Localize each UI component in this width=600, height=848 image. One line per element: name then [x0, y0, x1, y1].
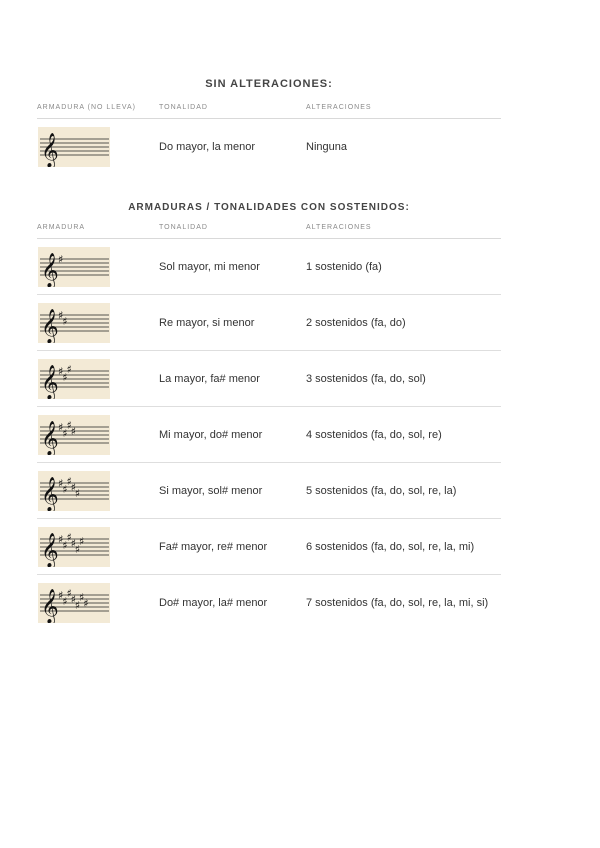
alteraciones-cell: 3 sostenidos (fa, do, sol) [306, 372, 426, 385]
treble-clef-icon: 𝄞 [41, 588, 59, 623]
sharp-icon: ♯ [58, 308, 64, 322]
table-row [37, 575, 501, 630]
table-row [37, 351, 501, 407]
sharp-icon: ♯ [74, 486, 81, 500]
tonalidad-cell: Re mayor, si menor [159, 316, 255, 329]
table-row [37, 519, 501, 575]
sharp-icon: ♯ [62, 538, 68, 552]
table-row [37, 119, 501, 174]
sharp-icon: ♯ [83, 596, 89, 610]
alteraciones-cell: 2 sostenidos (fa, do) [306, 316, 406, 329]
tonalidad-cell: La mayor, fa# menor [159, 372, 260, 385]
table-row [37, 463, 501, 519]
key-signature-staff [38, 415, 110, 455]
header-tonalidad: TONALIDAD [159, 224, 208, 231]
header-alteraciones: ALTERACIONES [306, 224, 372, 231]
sharp-icon: ♯ [79, 590, 85, 604]
table-body [37, 239, 501, 630]
section-title: SIN ALTERACIONES: [205, 78, 333, 90]
key-signature-staff [38, 303, 110, 343]
sharp-icon: ♯ [66, 474, 72, 488]
treble-clef-icon: 𝄞 [41, 364, 59, 399]
sharp-icon: ♯ [66, 362, 72, 376]
section-con-sostenidos [37, 202, 501, 630]
tonalidad-cell: Mi mayor, do# menor [159, 428, 263, 441]
sharp-icon: ♯ [62, 594, 68, 608]
table-header [37, 222, 501, 239]
key-signature-staff [38, 247, 110, 287]
sharp-icon: ♯ [70, 480, 76, 494]
treble-clef-icon: 𝄞 [41, 308, 59, 343]
sharp-icon: ♯ [62, 314, 68, 328]
sharp-icon: ♯ [62, 482, 68, 496]
sharp-icon: ♯ [70, 592, 76, 606]
sharp-icon: ♯ [74, 542, 81, 556]
tonalidad-cell: Do mayor, la menor [159, 140, 255, 153]
tonalidad-cell: Sol mayor, mi menor [159, 260, 260, 273]
header-armadura: ARMADURA (NO LLEVA) [37, 104, 136, 111]
sharp-icon: ♯ [58, 364, 64, 378]
tonalidad-cell: Do# mayor, la# menor [159, 596, 268, 609]
header-armadura: ARMADURA [37, 224, 86, 231]
treble-clef-icon: 𝄞 [41, 132, 59, 167]
header-tonalidad: TONALIDAD [159, 104, 208, 111]
alteraciones-cell: 6 sostenidos (fa, do, sol, re, la, mi) [306, 540, 475, 553]
key-signature-staff [38, 127, 110, 167]
sharp-icon: ♯ [58, 476, 64, 490]
alteraciones-cell: 5 sostenidos (fa, do, sol, re, la) [306, 484, 457, 497]
key-signature-staff [38, 583, 110, 623]
sharp-icon: ♯ [58, 588, 64, 602]
section-title: ARMADURAS / TONALIDADES CON SOSTENIDOS: [128, 202, 410, 213]
section-sin-alteraciones [37, 78, 501, 174]
sharp-icon: ♯ [66, 586, 72, 600]
sharp-icon: ♯ [62, 370, 68, 384]
sharp-icon: ♯ [74, 598, 81, 612]
table-header [37, 102, 501, 119]
sharp-icon: ♯ [62, 426, 68, 440]
table-row [37, 295, 501, 351]
alteraciones-cell: 4 sostenidos (fa, do, sol, re) [306, 428, 442, 441]
treble-clef-icon: 𝄞 [41, 420, 59, 455]
sharp-icon: ♯ [66, 418, 72, 432]
alteraciones-cell: Ninguna [306, 140, 347, 153]
tonalidad-cell: Fa# mayor, re# menor [159, 540, 268, 553]
treble-clef-icon: 𝄞 [41, 476, 59, 511]
table-row [37, 239, 501, 295]
sharp-icon: ♯ [58, 532, 64, 546]
table-body [37, 119, 501, 174]
treble-clef-icon: 𝄞 [41, 532, 59, 567]
alteraciones-cell: 1 sostenido (fa) [306, 260, 382, 273]
sharp-icon: ♯ [79, 534, 85, 548]
table-row [37, 407, 501, 463]
sharp-icon: ♯ [58, 252, 64, 266]
sharp-icon: ♯ [66, 530, 72, 544]
sharp-icon: ♯ [58, 420, 64, 434]
sharp-icon: ♯ [70, 536, 76, 550]
key-signature-staff [38, 527, 110, 567]
header-alteraciones: ALTERACIONES [306, 104, 372, 111]
treble-clef-icon: 𝄞 [41, 252, 59, 287]
tonalidad-cell: Si mayor, sol# menor [159, 484, 263, 497]
alteraciones-cell: 7 sostenidos (fa, do, sol, re, la, mi, si) [306, 596, 489, 609]
key-signature-staff [38, 359, 110, 399]
sharp-icon: ♯ [70, 424, 76, 438]
key-signature-staff [38, 471, 110, 511]
